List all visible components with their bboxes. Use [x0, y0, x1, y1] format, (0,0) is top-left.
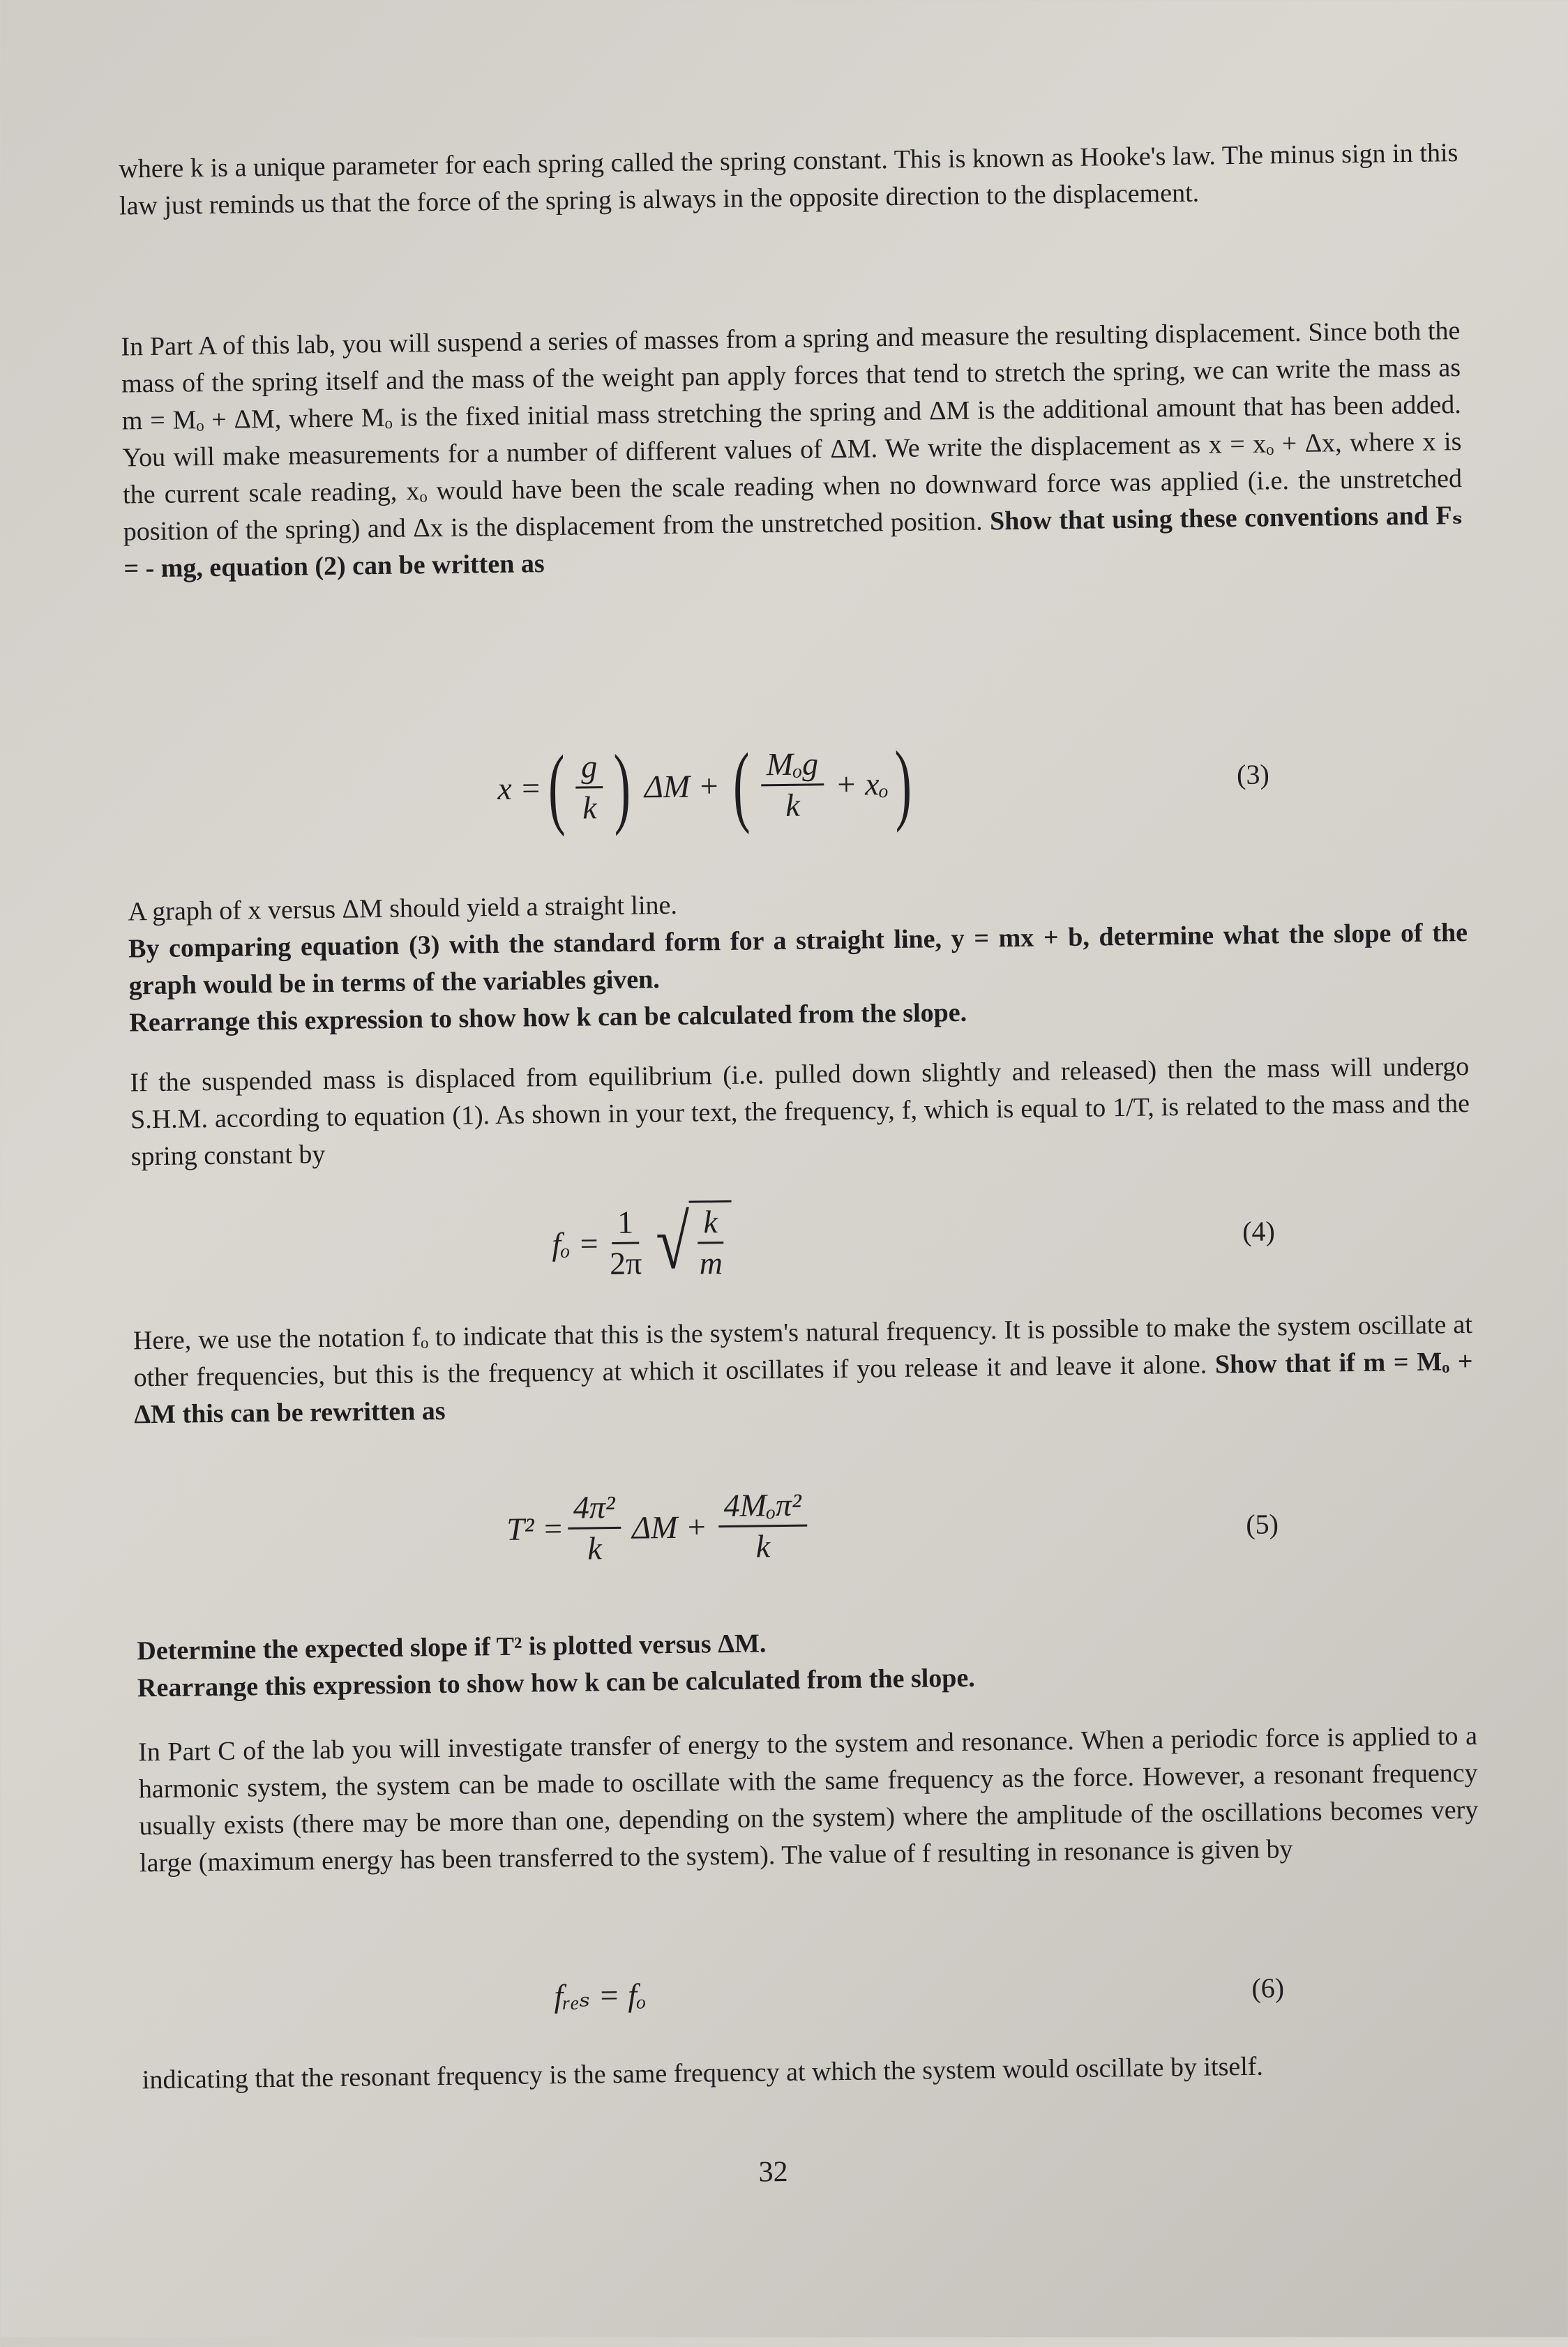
page-number: 32	[758, 2156, 788, 2189]
paragraph-part-c	[138, 1718, 1479, 1882]
equation-6	[554, 1976, 646, 2015]
rewrite-instruction: Show that if m = Mₒ + ΔM this can be rewritten as	[133, 1346, 1473, 1430]
eq6-text: fᵣₑₛ = fₒ	[554, 1977, 647, 2014]
eq4-lhs: fₒ =	[551, 1225, 601, 1262]
equation-4-number: (4)	[1242, 1215, 1276, 1247]
resonance-text: indicating that the resonant frequency is the same frequency at which the system would oscillate by itself.	[142, 2051, 1264, 2095]
part-c-text: In Part C of the lab you will investigate transfer of energy to the system and resonance. When a periodic force is applied to a harmonic system, the system can be made to oscillate with the same frequency as the force. However, a resonant frequency usually exists (there may be more than one, depending on the system) where the amplitude of the oscillations becomes very large (maximum energy has been transferred to the system). The value of f resulting in resonance is given by	[137, 1721, 1479, 1878]
slope-instruction: By comparing equation (3) with the standard form for a straight line, y = mx + b, determine what the slope of the graph would be in terms of the variables given.	[128, 918, 1468, 1001]
eq5-k: k	[587, 1530, 602, 1567]
eq4-one: 1	[612, 1202, 640, 1244]
shm-text: If the suspended mass is displaced from equilibrium (i.e. pulled down slightly and released) then the mass will undergo S.H.M. according to equation (1). As shown in your text, the frequency, f, which is equal to 1/T, is related to the mass and the spring constant by	[130, 1051, 1470, 1172]
equation-3-number: (3)	[1236, 758, 1270, 791]
equation-5-number: (5)	[1246, 1508, 1279, 1540]
eq5-delta-m: ΔM +	[631, 1509, 708, 1546]
equation-5	[506, 1486, 812, 1569]
hookes-law-text: where k is a unique parameter for each spring called the spring constant. This is known as Hooke's law. The minus sign in this law just reminds us that the force of the spring is always in the opposite direction to the displacement.	[119, 138, 1458, 221]
expected-slope-instruction: Determine the expected slope if T² is plotted versus ΔM.	[137, 1629, 767, 1666]
eq5-four-m-pi2: 4Mₒπ²	[718, 1486, 807, 1528]
equation-4	[552, 1200, 733, 1285]
part-a-instruction: Show that using these conventions and Fₛ = - mg, equation (2) can be written as	[123, 501, 1463, 584]
eq3-k: k	[582, 789, 597, 825]
eq4-m: m	[699, 1245, 723, 1281]
paragraph-hookes-law	[119, 135, 1458, 225]
part-a-text: In Part A of this lab, you will suspend a series of masses from a spring and measure the resulting displacement. Since both the mass of the spring itself and the mass of the weight pan apply forces that tend to stretch the spring, we can write the mass as m = Mₒ + ΔM, where Mₒ is the fixed initial mass stretching the spring and ΔM is the additional amount that has been added. You will make measurements for a number of different values of ΔM. We write the displacement as x = xₒ + Δx, where x is the current scale reading, xₒ would have been the scale reading when no downward force was applied (i.e. the unstretched position of the spring) and Δx is the displacement from the unstretched position.	[121, 316, 1463, 547]
paragraph-part-a	[121, 312, 1463, 587]
equation-3: x = ( $\frac{g}{k}$ ) ΔM + ( $\frac{\text{Mₒg}}{k}$ + xₒ )	[497, 732, 912, 838]
eq4-two-pi: 2π	[609, 1245, 642, 1281]
graph-text: A graph of x versus ΔM should yield a straight line.	[128, 890, 678, 927]
equation-6-number: (6)	[1251, 1972, 1285, 2004]
eq4-k: k	[698, 1202, 723, 1244]
natural-frequency-text: Here, we use the notation fₒ to indicate that this is the system's natural frequency. It is possible to make the system oscillate at other frequencies, but this is the frequency at which it oscillates if you release it and leave it alone.	[133, 1309, 1473, 1393]
eq3-k-2: k	[785, 787, 801, 823]
eq3-lhs: x =	[497, 769, 542, 806]
paragraph-slope	[137, 1617, 1477, 1707]
eq5-k-2: k	[755, 1528, 771, 1564]
eq3-delta-m: ΔM +	[644, 767, 721, 804]
eq5-lhs: T² =	[506, 1510, 564, 1547]
sqrt-symbol: √ $\frac{k}{m}$	[651, 1200, 732, 1283]
eq3-g: g	[575, 747, 603, 788]
eq3-plus-xo: + xₒ	[835, 765, 889, 802]
paragraph-shm	[130, 1048, 1470, 1175]
paragraph-natural-frequency	[133, 1306, 1474, 1433]
paragraph-graph	[128, 877, 1468, 1041]
eq3-mog: Mₒg	[760, 744, 824, 786]
rearrange-instruction-2: Rearrange this expression to show how k can be calculated from the slope.	[137, 1663, 976, 1703]
eq5-four-pi2: 4π²	[567, 1488, 621, 1530]
rearrange-instruction-1: Rearrange this expression to show how k can be calculated from the slope.	[129, 997, 967, 1038]
paragraph-resonance	[142, 2046, 1482, 2099]
